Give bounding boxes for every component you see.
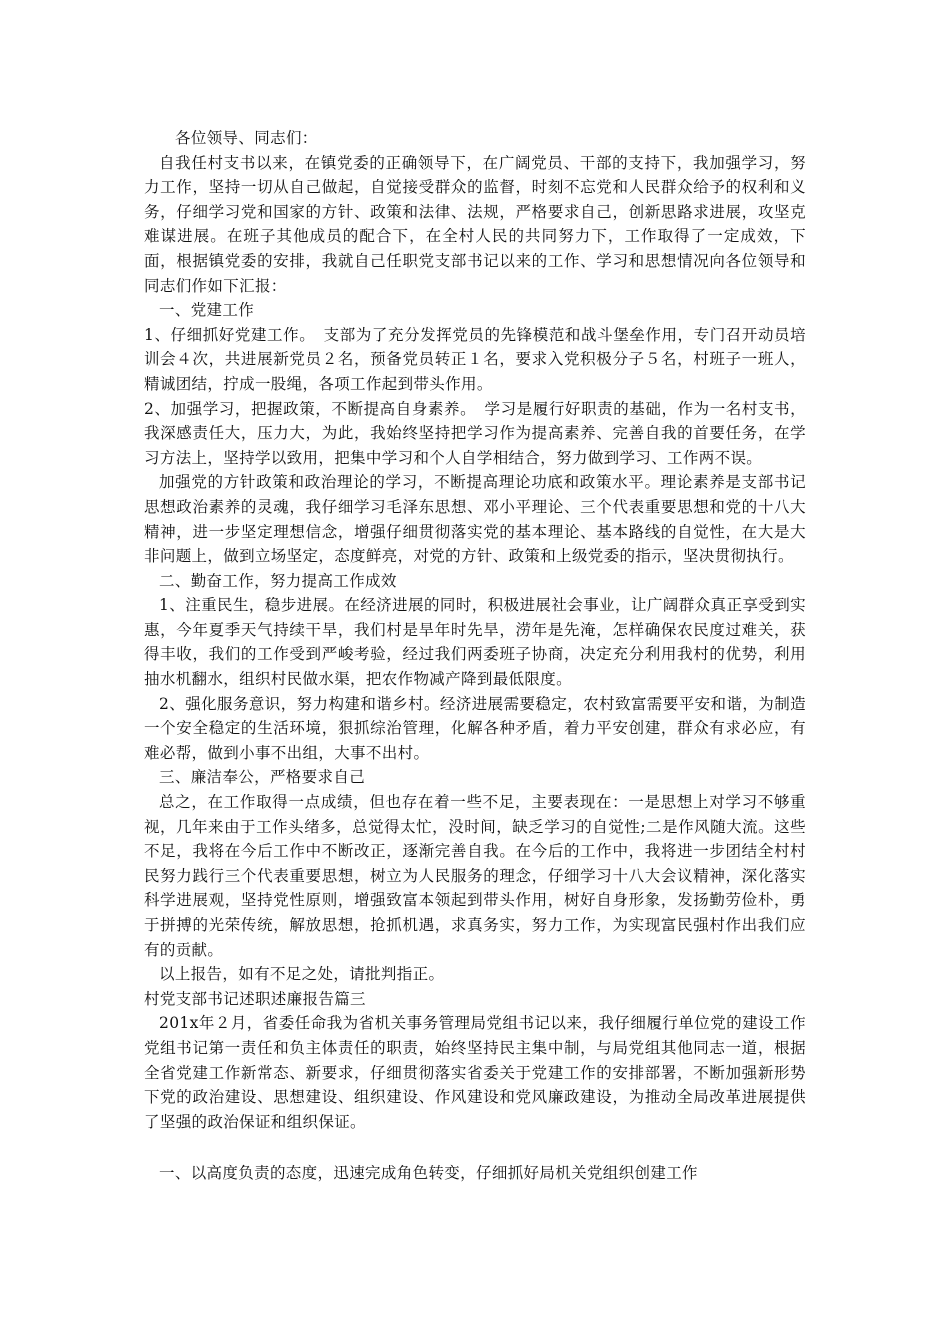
heading-diligent-work: 二、勤奋工作，努力提高工作成效 [159, 571, 397, 590]
heading-integrity: 三、廉洁奉公，严格要求自己 [159, 768, 366, 787]
closing-line: 以上报告，如有不足之处，请批判指正。 [159, 965, 445, 984]
intro-paragraph: 自我任村支书以来，在镇党委的正确领导下，在广阔党员、干部的支持下，我加强学习，努力工作，坚持一切从自己做起，自觉接受群众的监督，时刻不忘党和人民群众给予的权利和义务，仔细学习党和国家的方针、政策和法律、法规，严格要求自己，创新思路求进展，攻坚克难谋进展。在班子其他成员的配合下，在全村人民的共同努力下，工作取得了一定成效，下面，根据镇党委的安排，我就自己任职党支部书记以来的工作、学习和思想情况向各位领导和同志们作如下汇报： [144, 153, 806, 295]
greeting: 各位领导、同志们： [175, 129, 318, 147]
paragraph-party-building-3: 加强党的方针政策和政治理论的学习，不断提高理论功底和政策水平。理论素养是支部书记思想政治素养的灵魂，我仔细学习毛泽东思想、邓小平理论、三个代表重要思想和党的十八大精神，进一步坚定理想信念，增强仔细贯彻落实党的基本理论、基本路线的自觉性，在大是大非问题上，做到立场坚定，态度鲜亮，对党的方针、政策和上级党委的指示，坚决贯彻执行。 [144, 473, 806, 566]
paragraph-gap [144, 1134, 806, 1161]
section-title: 村党支部书记述职述廉报告篇三 [144, 989, 366, 1008]
paragraph-diligent-work-1: 1、注重民生，稳步进展。在经济进展的同时，积极进展社会事业，让广阔群众真正享受到实惠，今年夏季天气持续干旱，我们村是旱年时先旱，涝年是先淹，怎样确保农民度过难关，获得丰收，我们的工作受到严峻考验，经过我们两委班子协商，决定充分利用我村的优势，利用抽水机翻水，组织村民做水渠，把农作物减产降到最低限度。 [144, 596, 806, 689]
heading-section-3-1: 一、以高度负责的态度，迅速完成角色转变，仔细抓好局机关党组织创建工作 [159, 1164, 698, 1183]
paragraph-summary: 总之，在工作取得一点成绩，但也存在着一些不足，主要表现在：一是思想上对学习不够重视，几年来由于工作头绪多，总觉得太忙，没时间，缺乏学习的自觉性;二是作风随大流。这些不足，我将在今后工作中不断改正，逐渐完善自我。在今后的工作中，我将进一步团结全村村民努力践行三个代表重要思想，树立为人民服务的理念，仔细学习十八大会议精神，深化落实科学进展观，坚持党性原则，增强致富本领起到带头作用，树好自身形象，发扬勤劳俭朴，勇于拼搏的光荣传统，解放思想，抢抓机遇，求真务实，努力工作，为实现富民强村作出我们应有的贡献。 [144, 793, 806, 959]
document-body [144, 126, 806, 1186]
paragraph-party-building-2: 2、加强学习，把握政策，不断提高自身素养。 学习是履行好职责的基础，作为一名村支书，我深感责任大，压力大，为此，我始终坚持把学习作为提高素养、完善自我的首要任务，在学习方法上，坚持学以致用，把集中学习和个人自学相结合，努力做到学习、工作两不误。 [144, 399, 806, 467]
paragraph-section-3-1: 201x年２月，省委任命我为省机关事务管理局党组书记以来，我仔细履行单位党的建设工作党组书记第一责任和负主体责任的职责，始终坚持民主集中制，与局党组其他同志一道，根据全省党建工作新常态、新要求，仔细贯彻落实省委关于党建工作的安排部署，不断加强新形势下党的政治建设、思想建设、组织建设、作风建设和党风廉政建设，为推动全局改革进展提供了坚强的政治保证和组织保证。 [144, 1014, 806, 1131]
heading-party-building: 一、党建工作 [159, 301, 255, 320]
paragraph-party-building-1: 1、仔细抓好党建工作。 支部为了充分发挥党员的先锋模范和战斗堡垒作用，专门召开动员培训会４次，共进展新党员２名，预备党员转正１名，要求入党积极分子５名，村班子一班人，精诚团结，拧成一股绳，各项工作起到带头作用。 [144, 325, 806, 393]
paragraph-diligent-work-2: 2、强化服务意识，努力构建和谐乡村。经济进展需要稳定，农村致富需要平安和谐，为制造一个安全稳定的生活环境，狠抓综治管理，化解各种矛盾，着力平安创建，群众有求必应，有难必帮，做到小事不出组，大事不出村。 [144, 694, 806, 762]
